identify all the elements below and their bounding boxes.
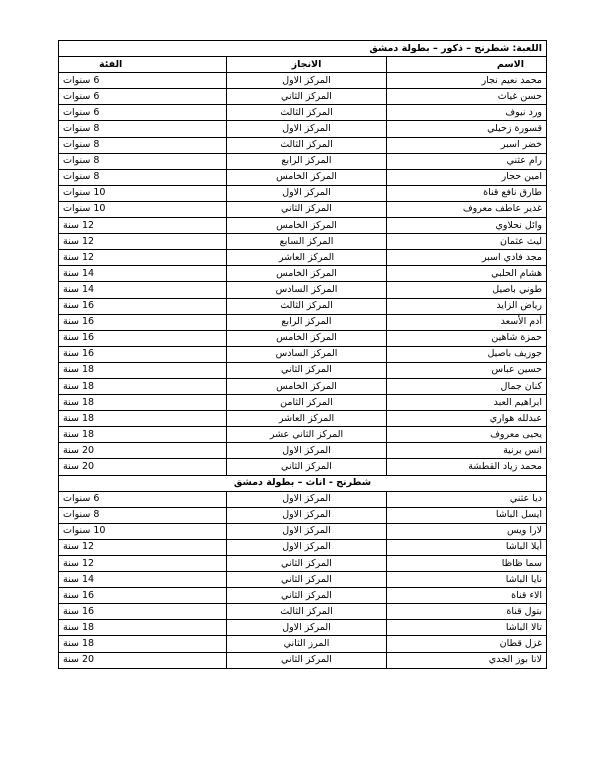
table-row <box>59 298 547 314</box>
achievement: المركز السادس <box>227 346 387 362</box>
achievement: المركز الاول <box>227 185 387 201</box>
category: 16 سنة <box>59 298 227 314</box>
results-table <box>58 40 547 669</box>
player-name: هشام الحلبي <box>387 266 547 282</box>
table-row <box>59 73 547 89</box>
category: 12 سنة <box>59 556 227 572</box>
achievement: المركز الاول <box>227 523 387 539</box>
achievement: المركز الثامن <box>227 395 387 411</box>
achievement: المركز العاشر <box>227 411 387 427</box>
category: 10 سنوات <box>59 523 227 539</box>
header-category: الفئة <box>59 57 227 73</box>
achievement: المركز الثاني عشر <box>227 427 387 443</box>
table-row <box>59 153 547 169</box>
female-section-title: شطرنج - اناث – بطولة دمشق <box>59 475 547 491</box>
category: 20 سنة <box>59 459 227 475</box>
category: 16 سنة <box>59 604 227 620</box>
achievement: المركز الاول <box>227 620 387 636</box>
category: 18 سنة <box>59 636 227 652</box>
achievement: المركز الثالث <box>227 137 387 153</box>
achievement: المركز الثالث <box>227 298 387 314</box>
achievement: المركز العاشر <box>227 250 387 266</box>
table-row <box>59 411 547 427</box>
achievement: المركز السادس <box>227 282 387 298</box>
table-row <box>59 523 547 539</box>
player-name: كنان جمال <box>387 378 547 394</box>
table-row <box>59 362 547 378</box>
category: 18 سنة <box>59 362 227 378</box>
player-name: رام عثني <box>387 153 547 169</box>
category: 20 سنة <box>59 652 227 668</box>
category: 16 سنة <box>59 346 227 362</box>
table-row <box>59 427 547 443</box>
achievement: المركز الثاني <box>227 201 387 217</box>
category: 10 سنوات <box>59 201 227 217</box>
category: 20 سنة <box>59 443 227 459</box>
category: 8 سنوات <box>59 121 227 137</box>
category: 14 سنة <box>59 282 227 298</box>
table-row <box>59 378 547 394</box>
player-name: لانا بوز الجدي <box>387 652 547 668</box>
player-name: غزل قطان <box>387 636 547 652</box>
table-row <box>59 169 547 185</box>
category: 18 سنة <box>59 427 227 443</box>
player-name: حسين عباس <box>387 362 547 378</box>
player-name: جوزيف باصيل <box>387 346 547 362</box>
achievement: المركز الرابع <box>227 153 387 169</box>
male-section-title-row <box>59 41 547 57</box>
table-row <box>59 121 547 137</box>
category: 16 سنة <box>59 330 227 346</box>
player-name: ديا عثني <box>387 491 547 507</box>
table-row <box>59 282 547 298</box>
category: 18 سنة <box>59 378 227 394</box>
player-name: ابراهيم العبد <box>387 395 547 411</box>
category: 8 سنوات <box>59 507 227 523</box>
category: 12 سنة <box>59 218 227 234</box>
category: 6 سنوات <box>59 89 227 105</box>
player-name: قسورة زحيلي <box>387 121 547 137</box>
player-name: وائل نحلاوي <box>387 218 547 234</box>
table-row <box>59 89 547 105</box>
category: 6 سنوات <box>59 105 227 121</box>
achievement: المركز الرابع <box>227 314 387 330</box>
player-name: تالا الباشا <box>387 620 547 636</box>
achievement: المركز الخامس <box>227 378 387 394</box>
achievement: المركز الخامس <box>227 266 387 282</box>
player-name: طارق نافع قناة <box>387 185 547 201</box>
table-row <box>59 652 547 668</box>
table-header-row <box>59 57 547 73</box>
achievement: المركز الاول <box>227 491 387 507</box>
achievement: المركز الخامس <box>227 330 387 346</box>
achievement: المرز الثاني <box>227 636 387 652</box>
player-name: محمد زياد القطشة <box>387 459 547 475</box>
achievement: المركز الثالث <box>227 604 387 620</box>
player-name: مجد فادي اسبر <box>387 250 547 266</box>
table-row <box>59 459 547 475</box>
category: 10 سنوات <box>59 185 227 201</box>
achievement: المركز الاول <box>227 539 387 555</box>
category: 12 سنة <box>59 234 227 250</box>
player-name: غدير عاطف معروف <box>387 201 547 217</box>
table-row <box>59 266 547 282</box>
table-row <box>59 604 547 620</box>
player-name: ليث عثمان <box>387 234 547 250</box>
header-achievement: الانجاز <box>227 57 387 73</box>
achievement: المركز الاول <box>227 443 387 459</box>
header-name: الاسم <box>387 57 547 73</box>
table-row <box>59 395 547 411</box>
player-name: يحيى معروف <box>387 427 547 443</box>
player-name: رياض الزايد <box>387 298 547 314</box>
player-name: أدم الأسعد <box>387 314 547 330</box>
category: 18 سنة <box>59 395 227 411</box>
achievement: المركز الثاني <box>227 652 387 668</box>
table-row <box>59 234 547 250</box>
table-row <box>59 218 547 234</box>
table-row <box>59 636 547 652</box>
achievement: المركز الخامس <box>227 218 387 234</box>
player-name: ورد نيوف <box>387 105 547 121</box>
table-row <box>59 314 547 330</box>
player-name: طوني باصيل <box>387 282 547 298</box>
category: 14 سنة <box>59 266 227 282</box>
player-name: أيلا الباشا <box>387 539 547 555</box>
player-name: حسن غياث <box>387 89 547 105</box>
table-row <box>59 556 547 572</box>
achievement: المركز الثاني <box>227 588 387 604</box>
achievement: المركز الثالث <box>227 105 387 121</box>
table-row <box>59 507 547 523</box>
table-row <box>59 250 547 266</box>
table-row <box>59 330 547 346</box>
table-row <box>59 491 547 507</box>
player-name: لارا ويس <box>387 523 547 539</box>
achievement: المركز السابع <box>227 234 387 250</box>
category: 12 سنة <box>59 539 227 555</box>
player-name: خضر اسبر <box>387 137 547 153</box>
category: 16 سنة <box>59 314 227 330</box>
achievement: المركز الثاني <box>227 459 387 475</box>
player-name: حمزة شاهين <box>387 330 547 346</box>
player-name: بتول قناة <box>387 604 547 620</box>
table-row <box>59 185 547 201</box>
table-row <box>59 105 547 121</box>
table-row <box>59 588 547 604</box>
table-row <box>59 443 547 459</box>
player-name: محمد نعيم نجار <box>387 73 547 89</box>
player-name: عبدلله هواري <box>387 411 547 427</box>
male-section-title: اللعبة: شطرنج – ذكور – بطولة دمشق <box>59 41 547 57</box>
table-row <box>59 539 547 555</box>
table-row <box>59 572 547 588</box>
category: 8 سنوات <box>59 169 227 185</box>
category: 6 سنوات <box>59 491 227 507</box>
category: 16 سنة <box>59 588 227 604</box>
achievement: المركز الثاني <box>227 572 387 588</box>
player-name: ايسل الباشا <box>387 507 547 523</box>
player-name: نايا الباشا <box>387 572 547 588</box>
category: 18 سنة <box>59 411 227 427</box>
player-name: امين حجار <box>387 169 547 185</box>
player-name: سما ظاظا <box>387 556 547 572</box>
category: 6 سنوات <box>59 73 227 89</box>
table-row <box>59 620 547 636</box>
achievement: المركز الثاني <box>227 556 387 572</box>
category: 8 سنوات <box>59 153 227 169</box>
achievement: المركز الثاني <box>227 362 387 378</box>
female-section-title-row <box>59 475 547 491</box>
player-name: الاء قناة <box>387 588 547 604</box>
achievement: المركز الاول <box>227 507 387 523</box>
achievement: المركز الاول <box>227 121 387 137</box>
category: 14 سنة <box>59 572 227 588</box>
category: 18 سنة <box>59 620 227 636</box>
table-row <box>59 346 547 362</box>
table-row <box>59 137 547 153</box>
category: 12 سنة <box>59 250 227 266</box>
table-row <box>59 201 547 217</box>
achievement: المركز الخامس <box>227 169 387 185</box>
player-name: انس برنية <box>387 443 547 459</box>
achievement: المركز الثاني <box>227 89 387 105</box>
category: 8 سنوات <box>59 137 227 153</box>
achievement: المركز الاول <box>227 73 387 89</box>
